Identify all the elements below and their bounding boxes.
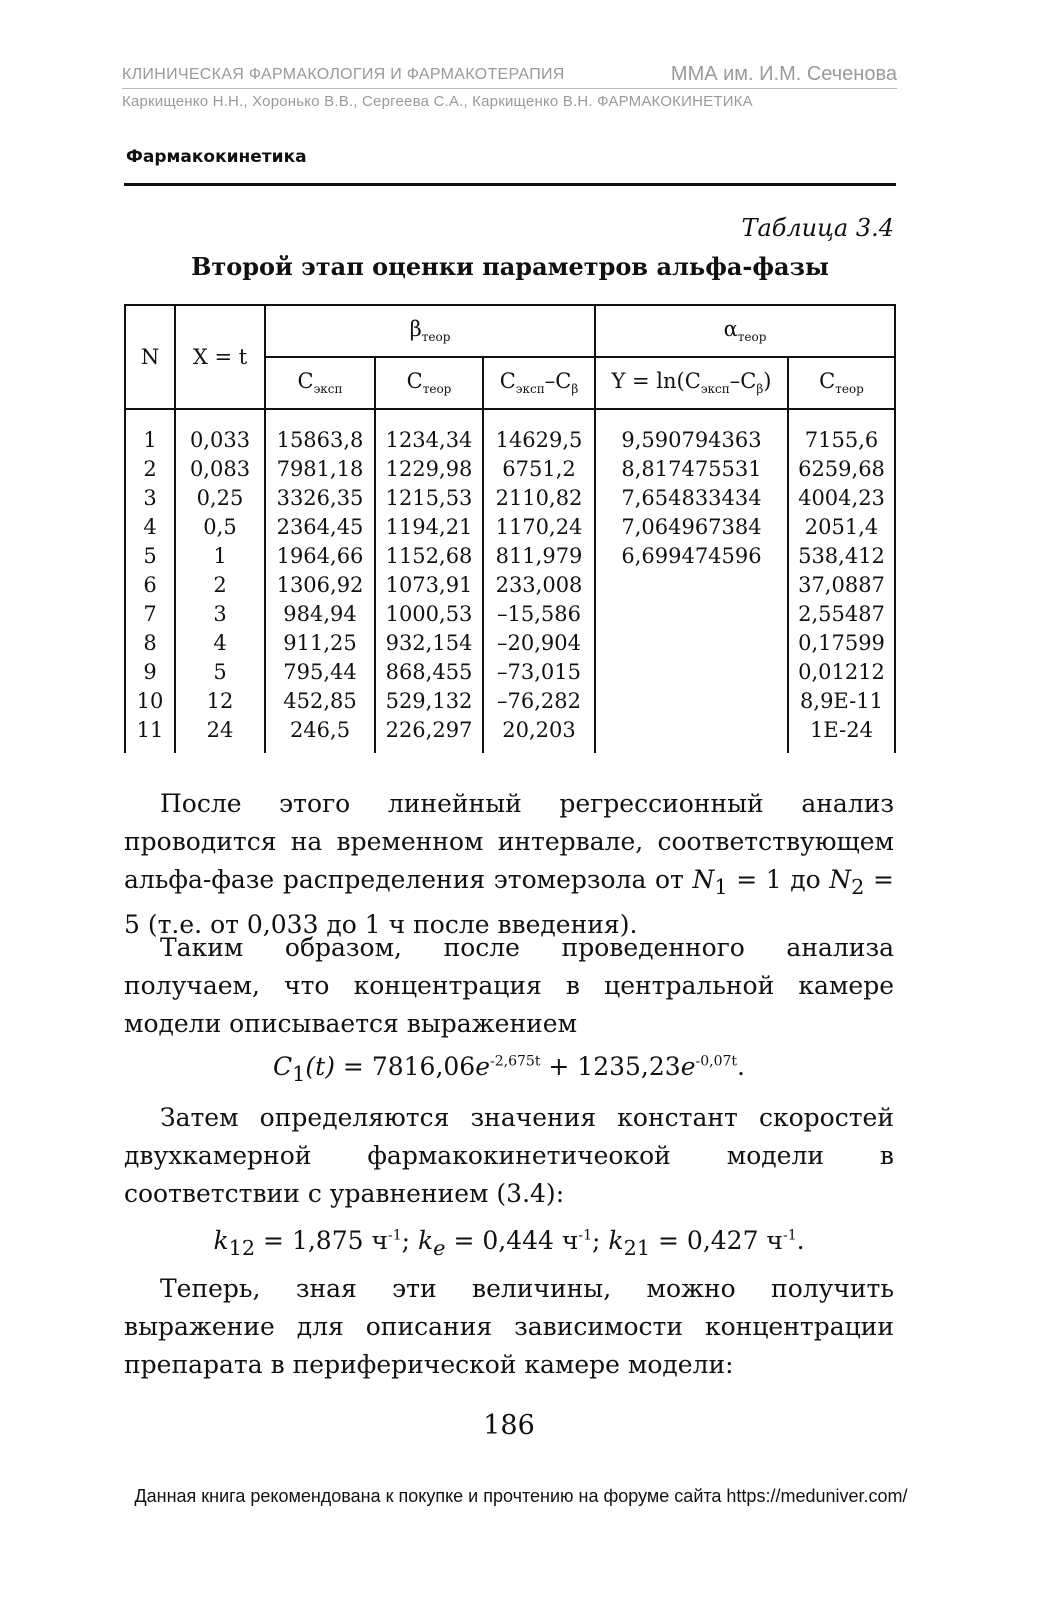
y-value: 7,654833434 (621, 486, 762, 510)
y-value: 6,699474596 (621, 544, 762, 568)
cell-x: 0,25 (175, 484, 265, 513)
cell-diff: 1170,24 (483, 513, 595, 542)
cell-c-teor: 1234,34 (375, 409, 483, 455)
header-institution: ММА им. И.М. Сеченова (670, 63, 897, 85)
cell-c-teor-alpha: 538,412 (788, 542, 895, 571)
cell-n: 7 (125, 600, 175, 629)
section-rule (124, 183, 896, 186)
cell-n: 3 (125, 484, 175, 513)
cell-n: 5 (125, 542, 175, 571)
cell-c-teor: 1229,98 (375, 455, 483, 484)
cell-x: 24 (175, 716, 265, 753)
col-c-teor-alpha: $C_{теор}$ (788, 357, 895, 409)
alpha-phase-table (124, 304, 896, 753)
cell-c-exp: 795,44 (265, 658, 375, 687)
cell-c-teor: 932,154 (375, 629, 483, 658)
y-value: 8,817475531 (621, 457, 762, 481)
cell-n: 2 (125, 455, 175, 484)
cell-c-teor-alpha: 1E-24 (788, 716, 895, 753)
header-book-title: КЛИНИЧЕСКАЯ ФАРМАКОЛОГИЯ И ФАРМАКОТЕРАПИЯ (122, 66, 565, 83)
cell-diff: –76,282 (483, 687, 595, 716)
cell-c-teor: 868,455 (375, 658, 483, 687)
cell-n: 11 (125, 716, 175, 753)
cell-c-teor: 529,132 (375, 687, 483, 716)
cell-c-teor-alpha: 0,01212 (788, 658, 895, 687)
table-label: Таблица 3.4 (741, 214, 894, 242)
cell-n: 8 (125, 629, 175, 658)
cell-diff: 6751,2 (483, 455, 595, 484)
cell-c-exp: 2364,45 (265, 513, 375, 542)
cell-c-teor-alpha: 8,9E-11 (788, 687, 895, 716)
cell-c-teor-alpha: 37,0887 (788, 571, 895, 600)
cell-c-exp: 1964,66 (265, 542, 375, 571)
cell-c-exp: 452,85 (265, 687, 375, 716)
page-number: 186 (483, 1410, 535, 1441)
cell-c-exp: 15863,8 (265, 409, 375, 455)
cell-n: 6 (125, 571, 175, 600)
cell-n: 4 (125, 513, 175, 542)
cell-x: 4 (175, 629, 265, 658)
cell-c-exp: 246,5 (265, 716, 375, 753)
cell-c-teor: 1152,68 (375, 542, 483, 571)
cell-c-exp: 911,25 (265, 629, 375, 658)
paragraph-1: После этого линейный регрессионный анализ проводится на временном интервале, соответствующем альфа-фазе распределения этомерзола от $N_1 = 1$ до $N_2 = 5$ (т.е. от 0,033 до 1 ч после введения). (124, 789, 894, 939)
cell-c-teor-alpha: 0,17599 (788, 629, 895, 658)
cell-x: 1 (175, 542, 265, 571)
cell-c-teor: 1000,53 (375, 600, 483, 629)
y-value: 9,590794363 (621, 428, 762, 452)
cell-diff: –15,586 (483, 600, 595, 629)
cell-diff: –20,904 (483, 629, 595, 658)
cell-c-teor-alpha: 4004,23 (788, 484, 895, 513)
group-beta: $\beta_{теор}$ (265, 305, 595, 357)
cell-y-values (595, 409, 788, 753)
y-value: 7,064967384 (621, 515, 762, 539)
cell-diff: 233,008 (483, 571, 595, 600)
cell-x: 5 (175, 658, 265, 687)
cell-x: 0,083 (175, 455, 265, 484)
col-c-exp: $C_{эксп}$ (265, 357, 375, 409)
cell-c-teor-alpha: 6259,68 (788, 455, 895, 484)
paragraph-4: Теперь, зная эти величины, можно получить выражение для описания зависимости концентрации препарата в периферической камере модели: (124, 1274, 894, 1379)
table-row (125, 409, 895, 455)
cell-c-teor-alpha: 7155,6 (788, 409, 895, 455)
formula-c1: $C_1(t) = 7816,06e^{-2,675t} + 1235,23e^{-0,07t}$. (273, 1052, 745, 1086)
cell-x: 12 (175, 687, 265, 716)
cell-c-exp: 7981,18 (265, 455, 375, 484)
col-diff: $C_{эксп}-C_\beta$ (483, 357, 595, 409)
cell-c-exp: 3326,35 (265, 484, 375, 513)
col-n: N (125, 305, 175, 409)
cell-x: 0,033 (175, 409, 265, 455)
cell-diff: 14629,5 (483, 409, 595, 455)
cell-c-teor-alpha: 2051,4 (788, 513, 895, 542)
footer-note: Данная книга рекомендована к покупке и прочтению на форуме сайта https://meduniver.com/ (134, 1486, 908, 1506)
cell-n: 1 (125, 409, 175, 455)
col-y: $Y = \ln(C_{эксп}-C_\beta)$ (595, 357, 788, 409)
cell-diff: 20,203 (483, 716, 595, 753)
cell-c-teor: 226,297 (375, 716, 483, 753)
cell-n: 10 (125, 687, 175, 716)
cell-c-teor: 1194,21 (375, 513, 483, 542)
paragraph-2: Таким образом, после проведенного анализа получаем, что концентрация в центральной камере модели описывается выражением (124, 933, 894, 1038)
cell-c-teor: 1215,53 (375, 484, 483, 513)
cell-x: 0,5 (175, 513, 265, 542)
cell-x: 3 (175, 600, 265, 629)
cell-c-teor-alpha: 2,55487 (788, 600, 895, 629)
header-authors: Каркищенко Н.Н., Хоронько В.В., Сергеева С.А., Каркищенко В.Н. ФАРМАКОКИНЕТИКА (122, 93, 753, 110)
cell-diff: 811,979 (483, 542, 595, 571)
running-header (122, 64, 897, 89)
formula-constants: $k_{12} = 1,875$ $ч^{-1}$; $k_e = 0,444$ $ч^{-1}$; $k_{21} = 0,427$ $ч^{-1}$. (213, 1226, 805, 1260)
cell-c-exp: 1306,92 (265, 571, 375, 600)
table-title: Второй этап оценки параметров альфа-фазы (191, 252, 829, 281)
cell-n: 9 (125, 658, 175, 687)
cell-diff: –73,015 (483, 658, 595, 687)
paragraph-3: Затем определяются значения констант скоростей двухкамерной фармакокинетичеокой модели в соответствии с уравнением (3.4): (124, 1103, 894, 1208)
col-c-teor: $C_{теор}$ (375, 357, 483, 409)
col-x: X = t (175, 305, 265, 409)
cell-x: 2 (175, 571, 265, 600)
cell-diff: 2110,82 (483, 484, 595, 513)
section-title: Фармакокинетика (126, 147, 307, 167)
cell-c-teor: 1073,91 (375, 571, 483, 600)
group-alpha: $\alpha_{теор}$ (595, 305, 895, 357)
cell-c-exp: 984,94 (265, 600, 375, 629)
